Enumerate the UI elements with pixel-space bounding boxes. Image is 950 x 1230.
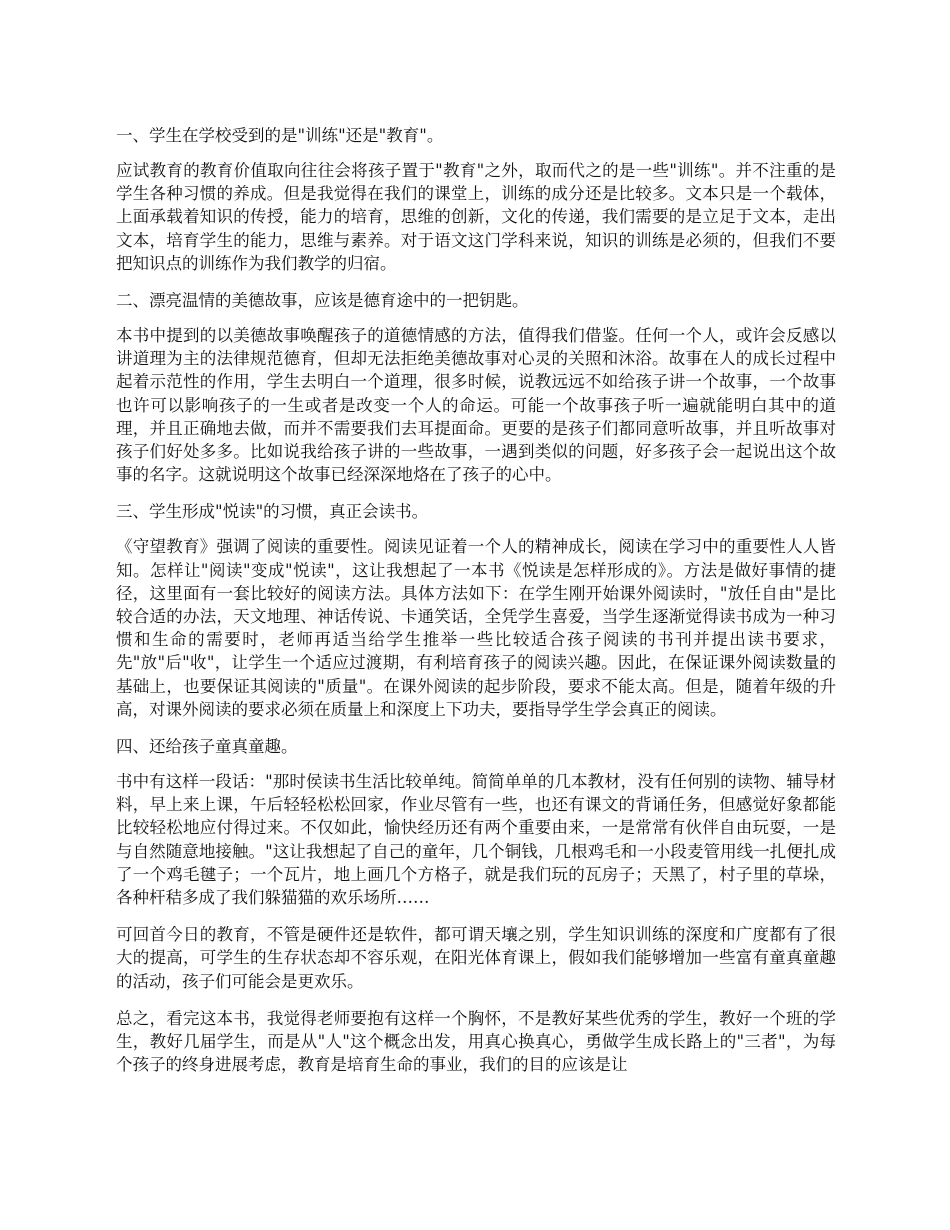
section-1-paragraph-1: 应试教育的教育价值取向往往会将孩子置于"教育"之外，取而代之的是一些"训练"。并不注重的是学生各种习惯的养成。但是我觉得在我们的课堂上，训练的成分还是比较多。文本只是一个载体，上面承载着知识的传授，能力的培育，思维的创新，文化的传递，我们需要的是立足于文本，走出文本，培育学生的能力，思维与素养。对于语文这门学科来说，知识的训练是必须的，但我们不要把知识点的训练作为我们教学的归宿。 bbox=[116, 161, 836, 273]
section-2-heading: 二、漂亮温情的美德故事，应该是德育途中的一把钥匙。 bbox=[116, 291, 529, 311]
section-2-paragraph-1: 本书中提到的以美德故事唤醒孩子的道德情感的方法，值得我们借鉴。任何一个人，或许会反感以讲道理为主的法律规范德育，但却无法拒绝美德故事对心灵的关照和沐浴。故事在人的成长过程中起着示范性的作用，学生去明白一个道理，很多时候，说教远远不如给孩子讲一个故事，一个故事也许可以影响孩子的一生或者是改变一个人的命运。可能一个故事孩子听一遍就能明白其中的道理，并且正确地去做，而并不需要我们去耳提面命。更要的是孩子们都同意听故事，并且听故事对孩子们好处多多。比如说我给孩子讲的一些故事，一遇到类似的问题，好多孩子会一起说出这个故事的名字。这就说明这个故事已经深深地烙在了孩子的心中。 bbox=[116, 326, 836, 485]
section-4-paragraph-3: 总之，看完这本书，我觉得老师要抱有这样一个胸怀，不是教好某些优秀的学生，教好一个班的学生，教好几届学生，而是从"人"这个概念出发，用真心换真心，勇做学生成长路上的"三者"，为每个孩子的终身进展考虑，教育是培育生命的事业，我们的目的应该是让 bbox=[116, 1008, 836, 1075]
section-4-paragraph-2: 可回首今日的教育，不管是硬件还是软件，都可谓天壤之别，学生知识训练的深度和广度都有了很大的提高，可学生的生存状态却不容乐观，在阳光体育课上，假如我们能够增加一些富有童真童趣的活动，孩子们可能会是更欢乐。 bbox=[116, 925, 836, 991]
section-4-heading: 四、还给孩子童真童趣。 bbox=[116, 737, 298, 757]
section-3-heading: 三、学生形成"悦读"的习惯，真正会读书。 bbox=[116, 502, 429, 522]
section-4-paragraph-1: 书中有这样一段话："那时侯读书生活比较单纯。简简单单的几本教材，没有任何别的读物、辅导材料，早上来上课，午后轻轻松松回家，作业尽管有一些，也还有课文的背诵任务，但感觉好象都能比较轻松地应付得过来。不仅如此，愉快经历还有两个重要由来，一是常常有伙伴自由玩耍，一是与自然随意地接触。"这让我想起了自己的童年，几个铜钱，几根鸡毛和一小段麦管用线一扎便扎成了一个鸡毛毽子；一个瓦片，地上画几个方格子，就是我们玩的瓦房子；天黑了，村子里的草垛，各种杆秸多成了我们躲猫猫的欢乐场所…… bbox=[116, 772, 836, 908]
section-3-paragraph-1: 《守望教育》强调了阅读的重要性。阅读见证着一个人的精神成长，阅读在学习中的重要性人人皆知。怎样让"阅读"变成"悦读"，这让我想起了一本书《悦读是怎样形成的》。方法是做好事情的捷径，这里面有一套比较好的阅读方法。具体方法如下：在学生刚开始课外阅读时，"放任自由"是比较合适的办法，天文地理、神话传说、卡通笑话，全凭学生喜爱，当学生逐渐觉得读书成为一种习惯和生命的需要时，老师再适当给学生推举一些比较适合孩子阅读的书刊并提出读书要求，先"放"后"收"，让学生一个适应过渡期，有利培育孩子的阅读兴趣。因此，在保证课外阅读数量的基础上，也要保证其阅读的"质量"。在课外阅读的起步阶段，要求不能太高。但是，随着年级的升高，对课外阅读的要求必须在质量上和深度上下功夫，要指导学生学会真正的阅读。 bbox=[116, 537, 836, 719]
section-1-heading: 一、学生在学校受到的是"训练"还是"教育"。 bbox=[116, 126, 444, 145]
document-page bbox=[116, 124, 836, 1091]
